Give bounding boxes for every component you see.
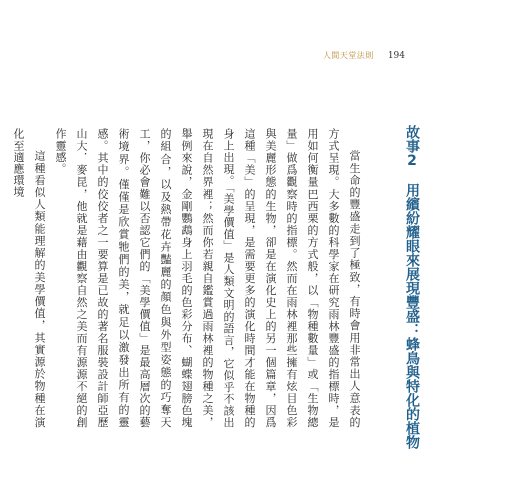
paragraph-1: 當生命的豐盛走到了極致，有時會用非常出人意表的方式呈現。大多數的科學家在研究雨林豐盛的指標時，是用如何衡量巴西栗的方式般，以「物種數量」或「生物總量」做爲觀察時的指標。然而在雨林裡那些擁有炫目色彩與美麗形態的生物，卻是在演化史上的另一個篇章，因爲這種「美」的呈現，是需要更多的演化時間才能在物種的身上出現。「美學價值」是人類文明的語言，它似乎不該出現在自然界裡；然而你若親自鑑賞過雨林裡的物種之美，舉例來說，金剛鸚鵡身上羽毛的色彩分布、蝴蝶翅膀色塊的組合，以及熱帶花卉豔麗的顏色與外型姿態的巧奪天工，你必會難以否認它們的「美學價值」是最高層次的藝術境界。僅僅是欣賞牠們的美，就足以激發出所有的靈感。其中的佼佼者之一要算是已故的著名服裝設計師亞歷山大．麥昆，他就是藉由觀察自然之美而有源源不絕的創作靈感。 [54,128,361,428]
body-text [12,128,365,428]
paragraph-2: 這種看似人類能理解的美學價值，其實源於物種在演化至適應環境 [12,128,46,428]
chapter-title [402,125,422,449]
chapter-label: 故事 [404,125,420,153]
running-head: 人間天堂法則 [322,51,374,60]
chapter-heading: 用繽紛耀眼來展現豐盛：蜂鳥與特化的植物 [404,183,420,449]
page-number: 194 [387,51,405,61]
chapter-number: 2 [404,153,420,169]
page-header [323,50,405,61]
